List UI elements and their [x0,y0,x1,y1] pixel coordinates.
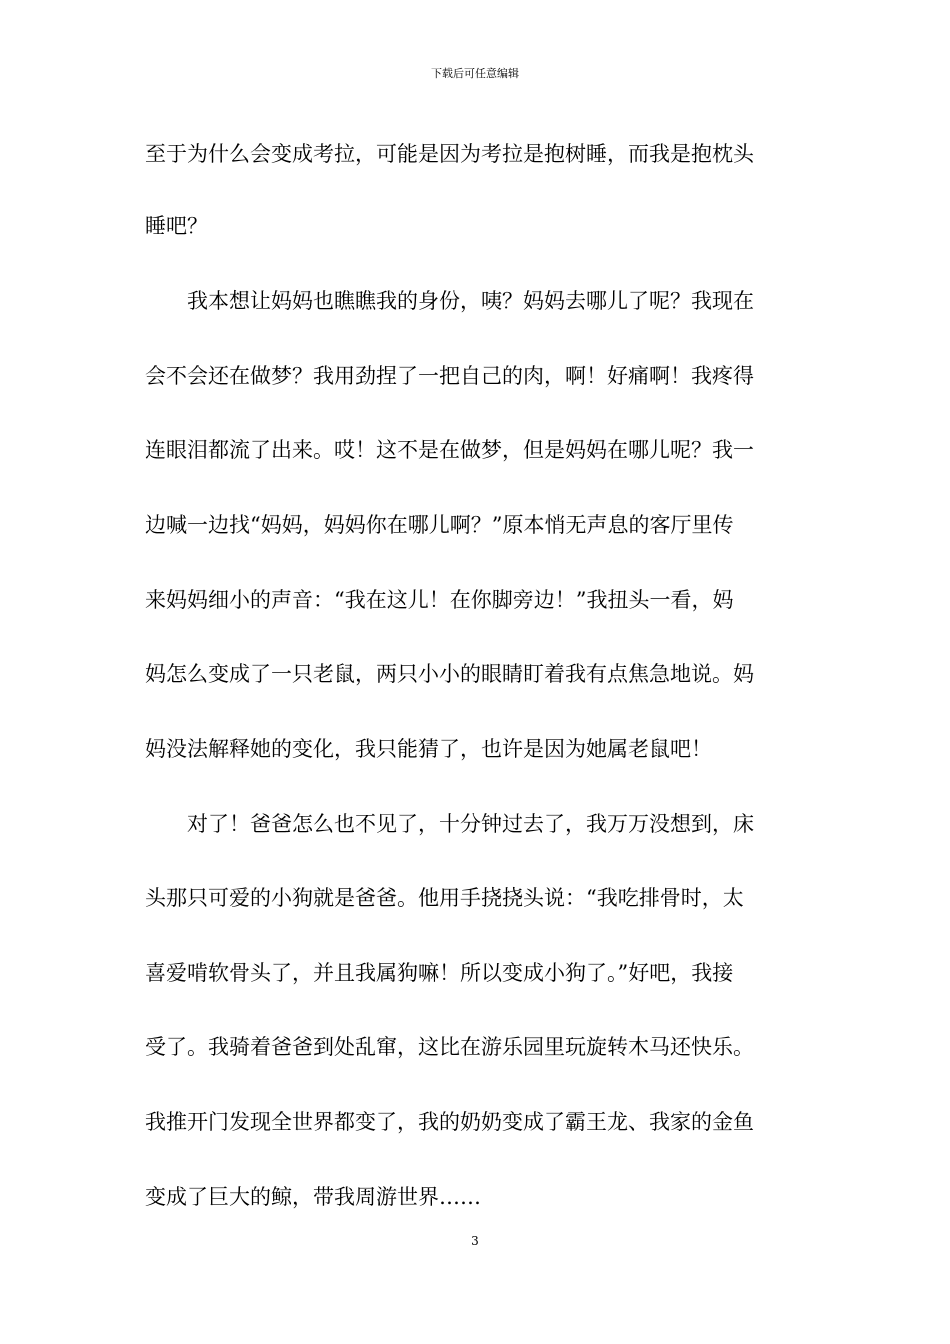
text-line: 睡吧？ [145,214,208,238]
text-line: 连眼泪都流了出来。哎！这不是在做梦，但是妈妈在哪儿呢？我一 [145,438,754,462]
text-line: 喜爱啃软骨头了，并且我属狗嘛！所以变成小狗了。”好吧，我接 [145,961,734,985]
text-line: 妈怎么变成了一只老鼠，两只小小的眼睛盯着我有点焦急地说。妈 [145,662,754,686]
text-line: 妈没法解释她的变化，我只能猜了，也许是因为她属老鼠吧！ [145,737,712,761]
text-line: 受了。我骑着爸爸到处乱窜，这比在游乐园里玩旋转木马还快乐。 [145,1035,754,1059]
text-line: 变成了巨大的鲸，带我周游世界…… [145,1185,481,1209]
page-header: 下载后可任意编辑 [431,67,519,80]
text-line: 对了！爸爸怎么也不见了，十分钟过去了，我万万没想到，床 [145,812,754,836]
page-number: 3 [471,1234,479,1248]
text-line: 来妈妈细小的声音：“我在这儿！在你脚旁边！”我扭头一看，妈 [145,588,734,612]
text-line: 边喊一边找“妈妈，妈妈你在哪儿啊？”原本悄无声息的客厅里传 [145,513,734,537]
text-line: 头那只可爱的小狗就是爸爸。他用手挠挠头说：“我吃排骨时，太 [145,886,744,910]
text-line: 我推开门发现全世界都变了，我的奶奶变成了霸王龙、我家的金鱼 [145,1110,754,1134]
text-line: 会不会还在做梦？我用劲捏了一把自己的肉，啊！好痛啊！我疼得 [145,364,754,388]
text-line: 至于为什么会变成考拉，可能是因为考拉是抱树睡，而我是抱枕头 [145,142,754,166]
text-line: 我本想让妈妈也瞧瞧我的身份，咦？妈妈去哪儿了呢？我现在 [145,289,754,313]
